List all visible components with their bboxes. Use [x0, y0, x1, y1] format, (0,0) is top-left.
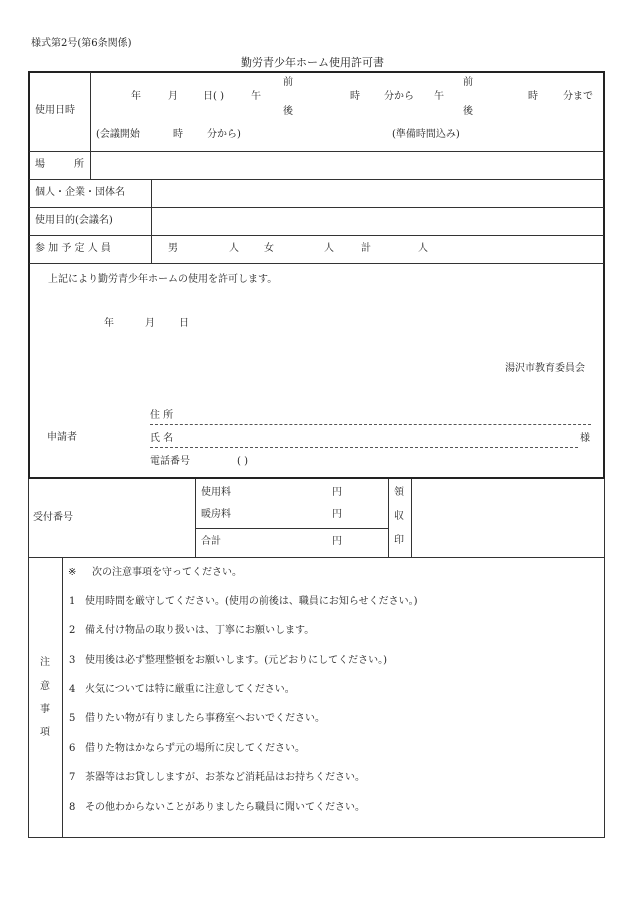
note-number: 7 — [69, 772, 76, 783]
form-number: 様式第2号(第6条関係) — [31, 38, 132, 49]
note-text: 使用後は必ず整理整頓をお願いします。(元どおりにしてください。) — [85, 655, 388, 666]
end-am: 前 — [463, 77, 473, 88]
note-number: 6 — [69, 743, 76, 754]
prep-time-note: (準備時間込み) — [392, 129, 460, 140]
start-pm: 後 — [283, 106, 293, 117]
note-text: 借りた物はかならず元の場所に戻してください。 — [85, 743, 305, 754]
note-number: 8 — [69, 802, 76, 813]
start-hour: 時 — [350, 91, 360, 102]
start-am: 前 — [283, 77, 293, 88]
note-text: 借りたい物が有りましたら事務室へおいでください。 — [85, 713, 325, 724]
honorific: 様 — [580, 433, 590, 444]
seal-char-1: 領 — [394, 487, 404, 498]
seal-char-3: 印 — [394, 535, 404, 546]
note-text: 火気については特に厳重に注意してください。 — [85, 684, 295, 695]
issuer-name: 湯沢市教育委員会 — [505, 363, 585, 374]
participants-female: 女 — [264, 243, 274, 254]
notes-label-3: 事 — [40, 704, 50, 715]
usage-day-weekday: 日( ) — [203, 91, 224, 102]
meeting-start-label: (会議開始 — [96, 129, 140, 140]
usage-datetime-label: 使用日時 — [35, 105, 75, 116]
heating-fee-yen: 円 — [332, 509, 342, 520]
meeting-from: 分から) — [207, 129, 241, 140]
note-number: 1 — [69, 596, 76, 607]
start-ampm-prefix: 午 — [251, 91, 261, 102]
phone-parens: ( ) — [237, 456, 248, 467]
note-number: 4 — [69, 684, 76, 695]
total-fee-label: 合計 — [201, 536, 221, 547]
name-line[interactable] — [150, 447, 578, 448]
permit-month: 月 — [145, 318, 155, 329]
notes-label-1: 注 — [40, 657, 50, 668]
participants-total: 計 — [361, 243, 371, 254]
phone-label: 電話番号 — [150, 456, 190, 467]
form-title: 勤労青少年ホーム使用許可書 — [241, 56, 384, 69]
note-text: 備え付け物品の取り扱いは、丁寧にお願いします。 — [85, 625, 315, 636]
notes-label-4: 項 — [40, 727, 50, 738]
seal-char-2: 収 — [394, 511, 404, 522]
usage-month: 月 — [168, 91, 178, 102]
address-label: 住 所 — [150, 410, 174, 421]
note-text: 使用時間を厳守してください。(使用の前後は、職員にお知らせください。) — [85, 596, 418, 607]
start-from: 分から — [384, 91, 414, 102]
total-fee-yen: 円 — [332, 536, 342, 547]
permit-day: 日 — [179, 318, 189, 329]
note-number: 2 — [69, 625, 76, 636]
notes-intro: 次の注意事項を守ってください。 — [92, 567, 242, 578]
participants-label: 参 加 予 定 人 員 — [35, 243, 111, 254]
usage-year: 年 — [131, 91, 141, 102]
heating-fee-label: 暖房料 — [201, 509, 231, 520]
name-label: 氏 名 — [150, 433, 174, 444]
participants-male-unit: 人 — [229, 243, 239, 254]
permit-statement: 上記により勤労青少年ホームの使用を許可します。 — [48, 274, 278, 285]
note-text: その他わからないことがありましたら職員に聞いてください。 — [85, 802, 365, 813]
note-number: 3 — [69, 655, 76, 666]
permit-year: 年 — [104, 318, 114, 329]
note-text: 茶器等はお貸ししますが、お茶など消耗品はお持ちください。 — [85, 772, 365, 783]
end-pm: 後 — [463, 106, 473, 117]
participants-male: 男 — [168, 243, 178, 254]
purpose-label: 使用目的(会議名) — [35, 215, 113, 226]
participants-total-unit: 人 — [418, 243, 428, 254]
usage-fee-label: 使用料 — [201, 487, 231, 498]
organization-label: 個人・企業・団体名 — [35, 187, 125, 198]
end-hour: 時 — [528, 91, 538, 102]
end-ampm-prefix: 午 — [434, 91, 444, 102]
notes-intro-mark: ※ — [68, 567, 77, 578]
usage-fee-yen: 円 — [332, 487, 342, 498]
applicant-label: 申請者 — [47, 432, 77, 443]
address-line[interactable] — [150, 424, 591, 425]
participants-female-unit: 人 — [324, 243, 334, 254]
place-label-a: 場 — [35, 159, 45, 170]
notes-label-2: 意 — [40, 681, 50, 692]
reception-number-label: 受付番号 — [33, 512, 73, 523]
place-label-b: 所 — [74, 159, 84, 170]
end-until: 分まで — [563, 91, 593, 102]
meeting-hour: 時 — [173, 129, 183, 140]
note-number: 5 — [69, 713, 76, 724]
